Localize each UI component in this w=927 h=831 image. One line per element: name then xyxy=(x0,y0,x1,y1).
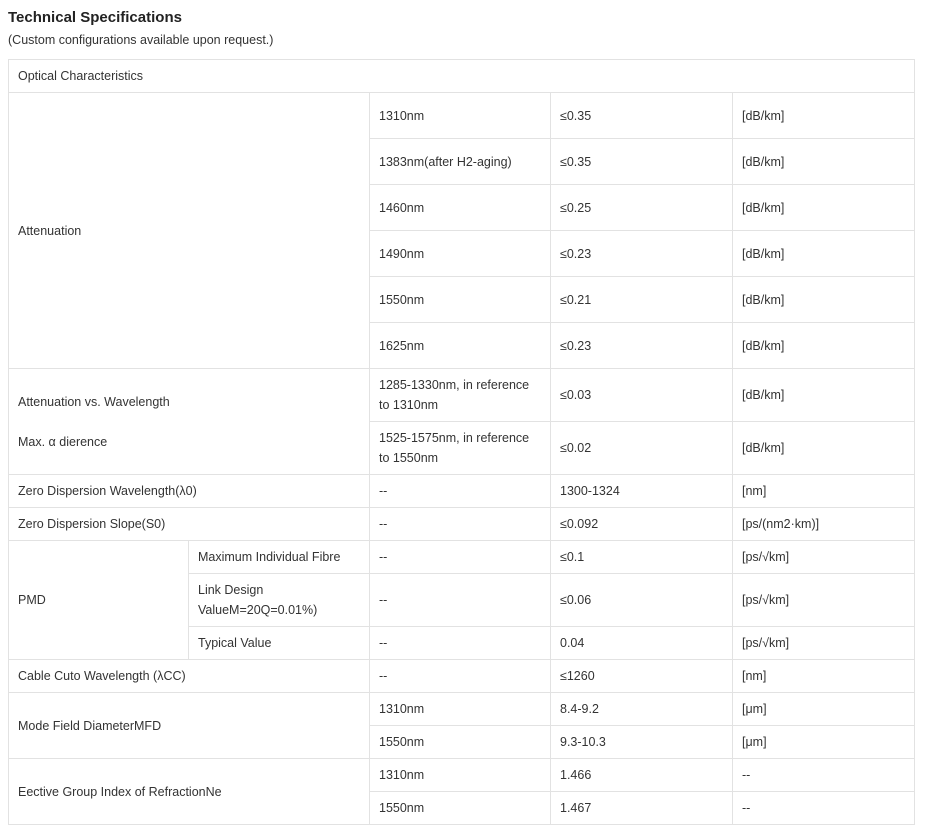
table-cell: [dB/km] xyxy=(733,323,915,369)
table-cell: 1383nm(after H2-aging) xyxy=(370,139,551,185)
table-row xyxy=(9,60,915,93)
table-cell: 1550nm xyxy=(370,726,551,759)
table-cell: Zero Dispersion Wavelength(λ0) xyxy=(9,475,370,508)
table-cell: [dB/km] xyxy=(733,422,915,475)
table-cell: [dB/km] xyxy=(733,231,915,277)
table-row xyxy=(9,693,915,726)
table-cell: Maximum Individual Fibre xyxy=(189,541,370,574)
table-cell: 8.4-9.2 xyxy=(551,693,733,726)
table-cell: ≤1260 xyxy=(551,660,733,693)
table-cell: 1.467 xyxy=(551,792,733,825)
spec-table xyxy=(8,59,915,825)
att-vs-wavelength-label xyxy=(9,369,370,475)
attenuation-label: Attenuation xyxy=(9,93,370,369)
table-cell: 1310nm xyxy=(370,693,551,726)
table-cell: [μm] xyxy=(733,693,915,726)
table-cell: ≤0.25 xyxy=(551,185,733,231)
table-cell: ≤0.21 xyxy=(551,277,733,323)
table-cell: [ps/(nm2·km)] xyxy=(733,508,915,541)
att-vs-wavelength-label-2: Max. α dierence xyxy=(18,434,108,449)
table-cell: 1525-1575nm, in reference to 1550nm xyxy=(370,422,551,475)
table-cell: ≤0.23 xyxy=(551,231,733,277)
table-cell: ≤0.1 xyxy=(551,541,733,574)
table-cell: -- xyxy=(733,792,915,825)
table-cell: 1550nm xyxy=(370,792,551,825)
table-cell: -- xyxy=(370,660,551,693)
table-cell: -- xyxy=(370,475,551,508)
table-cell: 9.3-10.3 xyxy=(551,726,733,759)
mfd-label: Mode Field DiameterMFD xyxy=(9,693,370,759)
table-cell: Cable Cuto Wavelength (λCC) xyxy=(9,660,370,693)
table-cell: -- xyxy=(370,627,551,660)
table-cell: 0.04 xyxy=(551,627,733,660)
table-cell: [ps/√km] xyxy=(733,574,915,627)
table-cell: [dB/km] xyxy=(733,277,915,323)
subtitle: (Custom configurations available upon request.) xyxy=(8,33,274,47)
section-title: Optical Characteristics xyxy=(9,60,915,93)
table-cell: ≤0.35 xyxy=(551,93,733,139)
att-vs-wavelength-label-1: Attenuation vs. Wavelength xyxy=(18,394,170,409)
table-cell: -- xyxy=(370,574,551,627)
table-cell: [nm] xyxy=(733,660,915,693)
table-cell: 1550nm xyxy=(370,277,551,323)
table-cell: 1310nm xyxy=(370,759,551,792)
table-cell: 1300-1324 xyxy=(551,475,733,508)
table-cell: ≤0.23 xyxy=(551,323,733,369)
table-cell: 1310nm xyxy=(370,93,551,139)
page-title: Technical Specifications xyxy=(8,9,182,26)
table-cell: [nm] xyxy=(733,475,915,508)
table-cell: Zero Dispersion Slope(S0) xyxy=(9,508,370,541)
table-cell: -- xyxy=(370,541,551,574)
table-row xyxy=(9,541,915,574)
table-cell: [μm] xyxy=(733,726,915,759)
table-cell: 1285-1330nm, in reference to 1310nm xyxy=(370,369,551,422)
table-row xyxy=(9,660,915,693)
table-cell: 1460nm xyxy=(370,185,551,231)
table-cell: [ps/√km] xyxy=(733,541,915,574)
table-cell: ≤0.092 xyxy=(551,508,733,541)
pmd-label: PMD xyxy=(9,541,189,660)
table-cell: [dB/km] xyxy=(733,139,915,185)
table-cell: [ps/√km] xyxy=(733,627,915,660)
group-index-label: Eective Group Index of RefractionNe xyxy=(9,759,370,825)
table-cell: -- xyxy=(733,759,915,792)
table-cell: 1490nm xyxy=(370,231,551,277)
table-cell: [dB/km] xyxy=(733,369,915,422)
table-cell: Typical Value xyxy=(189,627,370,660)
table-row xyxy=(9,369,915,422)
table-cell: ≤0.02 xyxy=(551,422,733,475)
table-cell: -- xyxy=(370,508,551,541)
table-cell: ≤0.06 xyxy=(551,574,733,627)
table-row xyxy=(9,475,915,508)
table-cell: 1625nm xyxy=(370,323,551,369)
table-cell: Link Design ValueM=20Q=0.01%) xyxy=(189,574,370,627)
table-cell: [dB/km] xyxy=(733,93,915,139)
table-row xyxy=(9,508,915,541)
table-row xyxy=(9,93,915,139)
table-cell: ≤0.35 xyxy=(551,139,733,185)
table-row xyxy=(9,759,915,792)
table-cell: 1.466 xyxy=(551,759,733,792)
table-cell: [dB/km] xyxy=(733,185,915,231)
table-cell: ≤0.03 xyxy=(551,369,733,422)
